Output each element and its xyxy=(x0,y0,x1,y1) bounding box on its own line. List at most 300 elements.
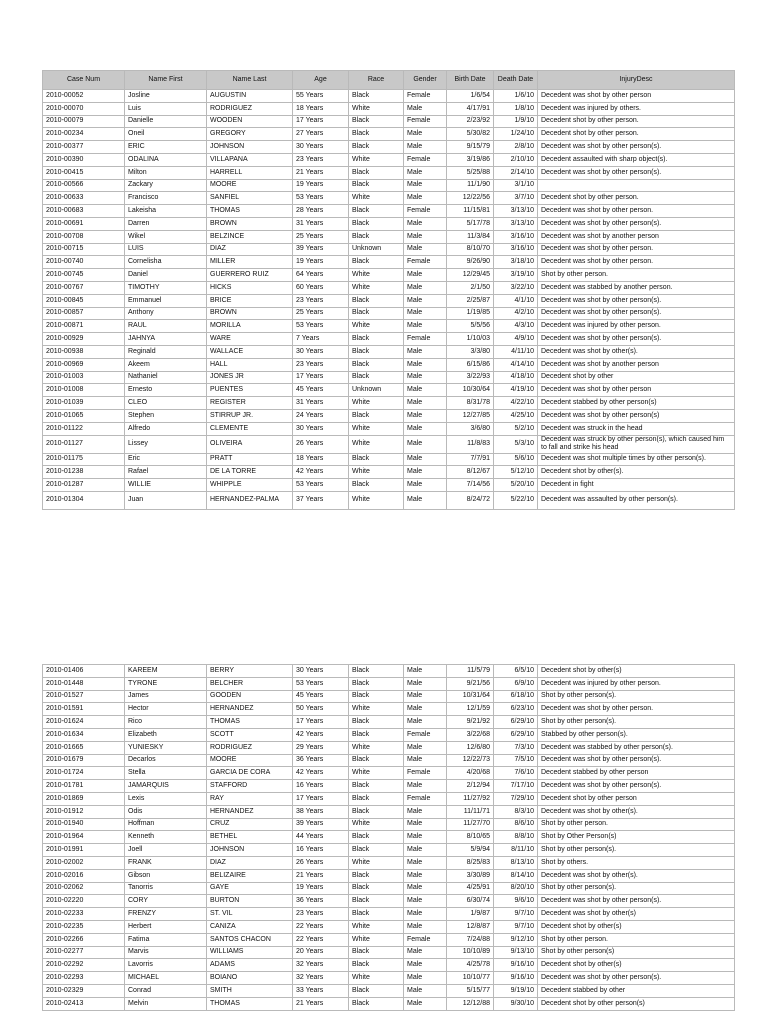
col-injury-desc: Decedent shot by other person. xyxy=(538,192,735,205)
col-name-first: Hoffman xyxy=(125,818,207,831)
col-death-date: 4/19/10 xyxy=(494,384,538,397)
col-injury-desc: Decedent shot by other person xyxy=(538,792,735,805)
col-name-first: James xyxy=(125,690,207,703)
col-birth-date: 4/25/78 xyxy=(447,959,494,972)
table-row xyxy=(43,345,735,358)
col-name-last: RODRIGUEZ xyxy=(207,102,293,115)
col-name-last: MORILLA xyxy=(207,320,293,333)
col-birth-date-header: Birth Date xyxy=(447,71,494,90)
col-death-date: 3/18/10 xyxy=(494,256,538,269)
col-age: 20 Years xyxy=(293,946,349,959)
col-injury-desc: Decedent was shot by other person(s). xyxy=(538,333,735,346)
col-death-date: 7/3/10 xyxy=(494,741,538,754)
col-name-last: GOODEN xyxy=(207,690,293,703)
col-death-date: 9/12/10 xyxy=(494,933,538,946)
col-age: 23 Years xyxy=(293,153,349,166)
col-birth-date: 4/20/68 xyxy=(447,767,494,780)
table-row xyxy=(43,115,735,128)
col-case-num: 2010-01679 xyxy=(43,754,125,767)
col-birth-date: 12/6/80 xyxy=(447,741,494,754)
col-birth-date: 1/19/85 xyxy=(447,307,494,320)
col-name-first: TIMOTHY xyxy=(125,281,207,294)
col-name-last: WILLIAMS xyxy=(207,946,293,959)
col-gender: Male xyxy=(404,972,447,985)
col-case-num: 2010-01781 xyxy=(43,780,125,793)
col-birth-date: 5/5/56 xyxy=(447,320,494,333)
col-case-num: 2010-00845 xyxy=(43,294,125,307)
col-gender: Male xyxy=(404,818,447,831)
col-case-num: 2010-00683 xyxy=(43,205,125,218)
col-injury-desc: Decedent shot by other(s) xyxy=(538,959,735,972)
col-gender: Male xyxy=(404,466,447,479)
col-race: Black xyxy=(349,844,404,857)
col-age: 44 Years xyxy=(293,831,349,844)
col-injury-desc: Decedent was injured by other person. xyxy=(538,677,735,690)
col-name-last: BROWN xyxy=(207,307,293,320)
col-race: White xyxy=(349,856,404,869)
col-name-last: BURTON xyxy=(207,895,293,908)
table-row xyxy=(43,491,735,509)
col-race: Unknown xyxy=(349,384,404,397)
col-birth-date: 2/12/94 xyxy=(447,780,494,793)
col-race: Black xyxy=(349,294,404,307)
col-death-date: 2/8/10 xyxy=(494,141,538,154)
col-death-date: 8/3/10 xyxy=(494,805,538,818)
col-birth-date: 10/10/77 xyxy=(447,972,494,985)
col-age: 31 Years xyxy=(293,397,349,410)
table-row xyxy=(43,818,735,831)
col-death-date: 9/19/10 xyxy=(494,984,538,997)
col-name-first: Milton xyxy=(125,166,207,179)
col-name-first: Rafael xyxy=(125,466,207,479)
col-injury-desc: Decedent shot by other person. xyxy=(538,115,735,128)
col-age: 17 Years xyxy=(293,371,349,384)
col-birth-date: 4/25/91 xyxy=(447,882,494,895)
col-name-last: THOMAS xyxy=(207,997,293,1010)
col-race: Black xyxy=(349,141,404,154)
col-gender: Female xyxy=(404,792,447,805)
col-birth-date: 8/12/67 xyxy=(447,466,494,479)
col-race: White xyxy=(349,435,404,453)
table-row xyxy=(43,422,735,435)
col-name-last: ST. VIL xyxy=(207,908,293,921)
col-gender: Male xyxy=(404,780,447,793)
col-age-header: Age xyxy=(293,71,349,90)
col-birth-date: 12/8/87 xyxy=(447,920,494,933)
table-row xyxy=(43,409,735,422)
col-age: 42 Years xyxy=(293,466,349,479)
col-name-last: HICKS xyxy=(207,281,293,294)
col-age: 30 Years xyxy=(293,141,349,154)
col-name-last: RODRIGUEZ xyxy=(207,741,293,754)
col-race: White xyxy=(349,320,404,333)
table-row xyxy=(43,243,735,256)
col-death-date: 6/23/10 xyxy=(494,703,538,716)
col-case-num: 2010-00415 xyxy=(43,166,125,179)
col-case-num: 2010-00969 xyxy=(43,358,125,371)
col-name-last: STAFFORD xyxy=(207,780,293,793)
col-name-last: HARRELL xyxy=(207,166,293,179)
col-name-last: WOODEN xyxy=(207,115,293,128)
table-row xyxy=(43,831,735,844)
col-case-num: 2010-00234 xyxy=(43,128,125,141)
col-case-num: 2010-01665 xyxy=(43,741,125,754)
col-age: 24 Years xyxy=(293,409,349,422)
col-name-first: KAREEM xyxy=(125,665,207,678)
col-birth-date: 1/10/03 xyxy=(447,333,494,346)
col-injury-desc: Decedent was shot by other person(s). xyxy=(538,754,735,767)
col-name-last: DE LA TORRE xyxy=(207,466,293,479)
col-gender: Male xyxy=(404,307,447,320)
table-row xyxy=(43,805,735,818)
col-birth-date: 5/25/88 xyxy=(447,166,494,179)
col-injury-desc: Shot by other person. xyxy=(538,818,735,831)
col-injury-desc: Decedent shot by other(s) xyxy=(538,665,735,678)
col-birth-date: 11/8/83 xyxy=(447,435,494,453)
col-name-first: FRANK xyxy=(125,856,207,869)
col-race: Black xyxy=(349,780,404,793)
col-injury-desc: Decedent was shot by another person xyxy=(538,230,735,243)
col-gender: Male xyxy=(404,243,447,256)
table-row xyxy=(43,205,735,218)
table-row xyxy=(43,166,735,179)
col-age: 36 Years xyxy=(293,754,349,767)
col-case-num: 2010-02277 xyxy=(43,946,125,959)
col-name-first: Daniel xyxy=(125,269,207,282)
col-death-date: 3/13/10 xyxy=(494,217,538,230)
col-injury-desc: Decedent was stabbed by other person(s). xyxy=(538,741,735,754)
table-row xyxy=(43,435,735,453)
col-age: 21 Years xyxy=(293,997,349,1010)
col-injury-desc: Shot by other person(s). xyxy=(538,716,735,729)
col-injury-desc: Decedent was shot by other(s) xyxy=(538,908,735,921)
col-name-last: BETHEL xyxy=(207,831,293,844)
col-gender: Male xyxy=(404,453,447,466)
col-case-num: 2010-02233 xyxy=(43,908,125,921)
col-race: White xyxy=(349,933,404,946)
col-race: Black xyxy=(349,665,404,678)
col-death-date: 2/14/10 xyxy=(494,166,538,179)
col-age: 16 Years xyxy=(293,780,349,793)
col-death-date: 8/20/10 xyxy=(494,882,538,895)
col-injury-desc: Shot by other person(s). xyxy=(538,844,735,857)
col-death-date: 9/16/10 xyxy=(494,972,538,985)
col-name-first: Darren xyxy=(125,217,207,230)
col-case-num: 2010-00929 xyxy=(43,333,125,346)
col-name-last: BRICE xyxy=(207,294,293,307)
col-age: 26 Years xyxy=(293,435,349,453)
col-case-num: 2010-02413 xyxy=(43,997,125,1010)
col-name-last: BROWN xyxy=(207,217,293,230)
col-birth-date: 3/3/80 xyxy=(447,345,494,358)
col-injury-desc: Decedent in fight xyxy=(538,479,735,492)
col-race: Black xyxy=(349,805,404,818)
col-death-date: 6/29/10 xyxy=(494,728,538,741)
col-gender: Male xyxy=(404,345,447,358)
table-row xyxy=(43,269,735,282)
table-row xyxy=(43,946,735,959)
col-age: 17 Years xyxy=(293,115,349,128)
col-gender: Female xyxy=(404,767,447,780)
col-race: Black xyxy=(349,333,404,346)
col-gender: Female xyxy=(404,933,447,946)
col-gender: Male xyxy=(404,422,447,435)
col-race: Black xyxy=(349,677,404,690)
col-age: 16 Years xyxy=(293,844,349,857)
col-name-first: Lakeisha xyxy=(125,205,207,218)
col-gender: Male xyxy=(404,805,447,818)
table-row xyxy=(43,780,735,793)
col-race: White xyxy=(349,466,404,479)
col-injury-desc: Decedent was stabbed by another person. xyxy=(538,281,735,294)
table-row xyxy=(43,741,735,754)
col-injury-desc: Decedent was shot by other person. xyxy=(538,243,735,256)
col-death-date: 5/20/10 xyxy=(494,479,538,492)
col-case-num: 2010-02329 xyxy=(43,984,125,997)
col-age: 53 Years xyxy=(293,320,349,333)
col-injury-desc: Shot by other person(s). xyxy=(538,690,735,703)
col-age: 28 Years xyxy=(293,205,349,218)
col-injury-desc: Decedent was shot by other person(s). xyxy=(538,307,735,320)
col-injury-desc: Shot by other person. xyxy=(538,269,735,282)
col-name-last: GARCIA DE CORA xyxy=(207,767,293,780)
col-birth-date: 11/5/79 xyxy=(447,665,494,678)
table-row xyxy=(43,908,735,921)
col-race: Black xyxy=(349,358,404,371)
col-race: Black xyxy=(349,908,404,921)
col-name-last: BOIANO xyxy=(207,972,293,985)
col-case-num: 2010-01065 xyxy=(43,409,125,422)
col-age: 42 Years xyxy=(293,728,349,741)
col-age: 25 Years xyxy=(293,230,349,243)
col-age: 17 Years xyxy=(293,792,349,805)
table-row xyxy=(43,307,735,320)
col-death-date: 3/22/10 xyxy=(494,281,538,294)
col-name-first: WILLIE xyxy=(125,479,207,492)
col-name-first: TYRONE xyxy=(125,677,207,690)
col-gender: Male xyxy=(404,397,447,410)
col-case-num: 2010-00938 xyxy=(43,345,125,358)
col-age: 27 Years xyxy=(293,128,349,141)
col-case-num: 2010-01406 xyxy=(43,665,125,678)
col-age: 17 Years xyxy=(293,716,349,729)
col-name-last: JONES JR xyxy=(207,371,293,384)
col-birth-date: 11/11/71 xyxy=(447,805,494,818)
col-gender: Male xyxy=(404,358,447,371)
col-age: 32 Years xyxy=(293,959,349,972)
table-row xyxy=(43,479,735,492)
col-name-first: RAUL xyxy=(125,320,207,333)
col-gender: Male xyxy=(404,946,447,959)
col-gender: Male xyxy=(404,831,447,844)
col-injury-desc: Decedent was shot by other person. xyxy=(538,703,735,716)
col-death-date: 7/5/10 xyxy=(494,754,538,767)
col-name-last: HERNANDEZ-PALMA xyxy=(207,491,293,509)
col-injury-desc: Decedent was shot multiple times by other person(s). xyxy=(538,453,735,466)
col-age: 18 Years xyxy=(293,102,349,115)
col-race: White xyxy=(349,972,404,985)
col-case-num: 2010-01624 xyxy=(43,716,125,729)
col-name-first: CLEO xyxy=(125,397,207,410)
col-name-first: Akeem xyxy=(125,358,207,371)
col-gender: Female xyxy=(404,256,447,269)
col-gender: Male xyxy=(404,409,447,422)
col-death-date: 3/16/10 xyxy=(494,230,538,243)
table-row xyxy=(43,677,735,690)
col-race: Black xyxy=(349,307,404,320)
col-death-date: 4/2/10 xyxy=(494,307,538,320)
col-case-num: 2010-00708 xyxy=(43,230,125,243)
col-name-last: DIAZ xyxy=(207,856,293,869)
col-age: 36 Years xyxy=(293,895,349,908)
table-row xyxy=(43,703,735,716)
col-case-num: 2010-01591 xyxy=(43,703,125,716)
col-race: Black xyxy=(349,115,404,128)
col-birth-date: 11/27/70 xyxy=(447,818,494,831)
table-row xyxy=(43,192,735,205)
col-birth-date: 9/21/56 xyxy=(447,677,494,690)
col-name-first: Luis xyxy=(125,102,207,115)
col-name-first: Lavorris xyxy=(125,959,207,972)
col-gender: Male xyxy=(404,997,447,1010)
col-gender: Male xyxy=(404,908,447,921)
col-injury-desc: Decedent was shot by other person. xyxy=(538,256,735,269)
col-age: 29 Years xyxy=(293,741,349,754)
col-death-date: 4/22/10 xyxy=(494,397,538,410)
col-gender: Male xyxy=(404,141,447,154)
col-name-first-header: Name First xyxy=(125,71,207,90)
col-case-num: 2010-00633 xyxy=(43,192,125,205)
col-death-date: 6/29/10 xyxy=(494,716,538,729)
col-gender: Male xyxy=(404,920,447,933)
col-gender: Male xyxy=(404,869,447,882)
col-race: White xyxy=(349,397,404,410)
col-injury-desc: Decedent shot by other(s) xyxy=(538,920,735,933)
col-gender: Male xyxy=(404,690,447,703)
col-age: 18 Years xyxy=(293,453,349,466)
col-race: White xyxy=(349,281,404,294)
table-row xyxy=(43,997,735,1010)
col-gender: Male xyxy=(404,844,447,857)
table-row xyxy=(43,895,735,908)
col-injury-desc: Decedent was shot by other person(s). xyxy=(538,895,735,908)
col-birth-date: 11/27/92 xyxy=(447,792,494,805)
col-birth-date: 3/30/89 xyxy=(447,869,494,882)
col-race-header: Race xyxy=(349,71,404,90)
col-case-num: 2010-00052 xyxy=(43,90,125,103)
table-row xyxy=(43,844,735,857)
col-death-date-header: Death Date xyxy=(494,71,538,90)
col-race: White xyxy=(349,269,404,282)
col-case-num: 2010-00070 xyxy=(43,102,125,115)
col-death-date: 4/14/10 xyxy=(494,358,538,371)
col-death-date: 8/11/10 xyxy=(494,844,538,857)
col-name-first: CORY xyxy=(125,895,207,908)
col-death-date: 4/11/10 xyxy=(494,345,538,358)
col-name-first: Stephen xyxy=(125,409,207,422)
col-name-first: Nathaniel xyxy=(125,371,207,384)
col-race: Unknown xyxy=(349,243,404,256)
col-gender: Male xyxy=(404,984,447,997)
col-name-first: Hector xyxy=(125,703,207,716)
col-case-num: 2010-00767 xyxy=(43,281,125,294)
col-name-last: BELCHER xyxy=(207,677,293,690)
table-row xyxy=(43,371,735,384)
col-birth-date: 2/23/92 xyxy=(447,115,494,128)
col-death-date: 9/7/10 xyxy=(494,908,538,921)
col-name-last-header: Name Last xyxy=(207,71,293,90)
col-birth-date: 3/22/68 xyxy=(447,728,494,741)
col-gender: Female xyxy=(404,153,447,166)
col-race: White xyxy=(349,703,404,716)
col-injury-desc: Decedent was shot by other person xyxy=(538,384,735,397)
col-name-last: GUERRERO RUIZ xyxy=(207,269,293,282)
col-birth-date: 11/1/90 xyxy=(447,179,494,192)
col-age: 19 Years xyxy=(293,256,349,269)
col-age: 38 Years xyxy=(293,805,349,818)
col-birth-date: 9/21/92 xyxy=(447,716,494,729)
col-name-last: STIRRUP JR. xyxy=(207,409,293,422)
col-gender: Male xyxy=(404,856,447,869)
col-death-date: 3/19/10 xyxy=(494,269,538,282)
col-death-date: 5/22/10 xyxy=(494,491,538,509)
col-death-date: 9/6/10 xyxy=(494,895,538,908)
col-name-first: Eric xyxy=(125,453,207,466)
col-age: 60 Years xyxy=(293,281,349,294)
col-gender: Male xyxy=(404,192,447,205)
col-age: 37 Years xyxy=(293,491,349,509)
table-row xyxy=(43,767,735,780)
col-race: Black xyxy=(349,754,404,767)
col-death-date: 6/5/10 xyxy=(494,665,538,678)
col-birth-date: 9/15/79 xyxy=(447,141,494,154)
col-death-date: 8/13/10 xyxy=(494,856,538,869)
col-death-date: 5/12/10 xyxy=(494,466,538,479)
col-age: 50 Years xyxy=(293,703,349,716)
table-row xyxy=(43,856,735,869)
col-gender-header: Gender xyxy=(404,71,447,90)
col-gender: Male xyxy=(404,479,447,492)
col-injury-desc: Decedent stabbed by other person(s) xyxy=(538,397,735,410)
col-name-first: Tanorris xyxy=(125,882,207,895)
col-gender: Female xyxy=(404,333,447,346)
col-race: Black xyxy=(349,205,404,218)
col-injury-desc: Decedent shot by other(s). xyxy=(538,466,735,479)
col-injury-desc: Decedent was shot by other person(s). xyxy=(538,972,735,985)
col-case-num: 2010-01964 xyxy=(43,831,125,844)
col-gender: Male xyxy=(404,435,447,453)
col-age: 26 Years xyxy=(293,856,349,869)
col-birth-date: 8/31/78 xyxy=(447,397,494,410)
col-name-first: LUIS xyxy=(125,243,207,256)
col-name-last: PUENTES xyxy=(207,384,293,397)
col-race: Black xyxy=(349,690,404,703)
col-gender: Female xyxy=(404,115,447,128)
col-birth-date: 10/30/64 xyxy=(447,384,494,397)
col-case-num: 2010-01634 xyxy=(43,728,125,741)
table-row xyxy=(43,754,735,767)
col-name-first: Marvis xyxy=(125,946,207,959)
col-case-num: 2010-00691 xyxy=(43,217,125,230)
col-death-date: 4/1/10 xyxy=(494,294,538,307)
col-case-num: 2010-00715 xyxy=(43,243,125,256)
col-name-last: HERNANDEZ xyxy=(207,703,293,716)
col-gender: Male xyxy=(404,665,447,678)
col-race: Black xyxy=(349,479,404,492)
col-death-date: 7/6/10 xyxy=(494,767,538,780)
col-race: Black xyxy=(349,792,404,805)
col-death-date: 4/18/10 xyxy=(494,371,538,384)
